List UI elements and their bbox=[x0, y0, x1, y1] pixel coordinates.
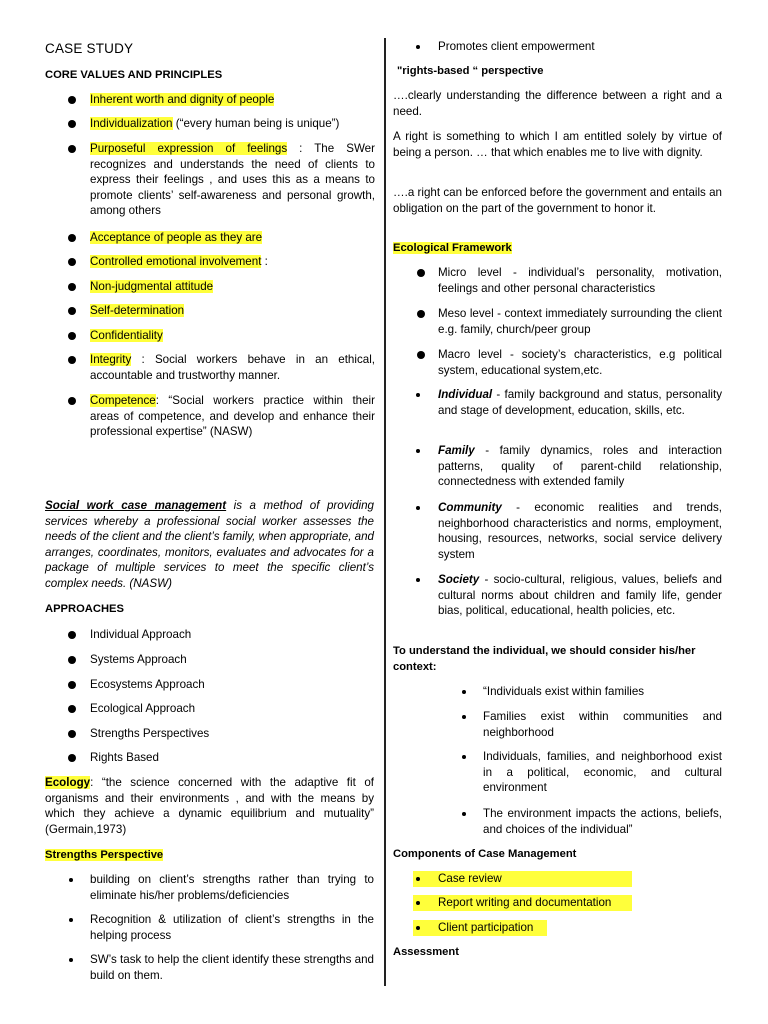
list-item: Systems Approach bbox=[90, 653, 187, 666]
bullet-icon bbox=[68, 397, 76, 405]
bullet-icon bbox=[68, 145, 76, 153]
column-divider bbox=[384, 38, 386, 986]
bullet-icon bbox=[68, 96, 76, 104]
rights-paragraph: A right is something to which I am entitled solely by virtue of being a person. … that which enables me to live with dignity. bbox=[393, 130, 722, 159]
list-item: Community - economic realities and trends, neighborhood characteristics and norms, employment, housing, resources, networks, social service delivery system bbox=[438, 501, 722, 561]
bullet-icon bbox=[68, 258, 76, 266]
bullet-icon bbox=[68, 631, 76, 639]
bullet-icon bbox=[68, 307, 76, 315]
bullet-icon bbox=[416, 449, 420, 453]
bullet-icon bbox=[416, 578, 420, 582]
list-item: Micro level - individual’s personality, motivation, feelings and other personal characteristics bbox=[438, 266, 722, 295]
list-item: Society - socio-cultural, religious, values, beliefs and cultural norms about children and family life, gender bias, political, educational, health policies, etc. bbox=[438, 573, 722, 617]
bullet-icon bbox=[69, 918, 73, 922]
list-item: Individuals, families, and neighborhood exist in a political, economic, and cultural environment bbox=[483, 750, 722, 794]
bullet-icon bbox=[416, 877, 420, 881]
list-item: Case review bbox=[413, 871, 632, 887]
list-item: Rights Based bbox=[90, 751, 159, 764]
list-item: Ecosystems Approach bbox=[90, 678, 205, 691]
bullet-icon bbox=[416, 926, 420, 930]
bullet-icon bbox=[68, 356, 76, 364]
ecological-framework-heading: Ecological Framework bbox=[393, 242, 512, 254]
list-item: Strengths Perspectives bbox=[90, 727, 210, 740]
ecology-definition: Ecology: “the science concerned with the adaptive fit of organisms and their environments , and with the means by which they achieve a dynamic equilibrium and mutuality” (Germain,1973) bbox=[45, 776, 374, 836]
bullet-icon bbox=[68, 120, 76, 128]
bullet-icon bbox=[416, 901, 420, 905]
bullet-icon bbox=[417, 310, 425, 318]
components-heading: Components of Case Management bbox=[393, 848, 577, 860]
bullet-icon bbox=[462, 755, 466, 759]
bullet-icon bbox=[462, 812, 466, 816]
bullet-icon bbox=[68, 730, 76, 738]
bullet-icon bbox=[69, 878, 73, 882]
list-item: “Individuals exist within families bbox=[483, 685, 645, 698]
list-item: Promotes client empowerment bbox=[438, 40, 595, 53]
bullet-icon bbox=[417, 351, 425, 359]
rights-paragraph: ….clearly understanding the difference between a right and a need. bbox=[393, 89, 722, 118]
bullet-icon bbox=[462, 715, 466, 719]
list-item: Recognition & utilization of client’s strengths in the helping process bbox=[90, 913, 374, 942]
core-values-heading: CORE VALUES AND PRINCIPLES bbox=[45, 69, 223, 81]
bullet-icon bbox=[68, 234, 76, 242]
approaches-heading: APPROACHES bbox=[45, 603, 124, 615]
list-item: SW’s task to help the client identify these strengths and build on them. bbox=[90, 953, 374, 982]
list-item: Individual Approach bbox=[90, 628, 192, 641]
list-item: The environment impacts the actions, beliefs, and choices of the individual” bbox=[483, 807, 722, 836]
list-item: Client participation bbox=[413, 920, 547, 936]
list-item: Families exist within communities and neighborhood bbox=[483, 710, 722, 739]
list-item: Ecological Approach bbox=[90, 702, 196, 715]
bullet-icon bbox=[68, 705, 76, 713]
bullet-icon bbox=[68, 681, 76, 689]
list-item: Macro level - society’s characteristics, e.g political system, educational system,etc. bbox=[438, 348, 722, 377]
list-item: Report writing and documentation bbox=[413, 895, 632, 911]
bullet-icon bbox=[68, 332, 76, 340]
bullet-icon bbox=[69, 958, 73, 962]
bullet-icon bbox=[416, 506, 420, 510]
bullet-icon bbox=[462, 690, 466, 694]
bullet-icon bbox=[68, 283, 76, 291]
bullet-icon bbox=[417, 269, 425, 277]
understand-heading: To understand the individual, we should consider his/her context: bbox=[393, 645, 696, 673]
list-item: Meso level - context immediately surrounding the client e.g. family, church/peer group bbox=[438, 307, 722, 336]
list-item: building on client’s strengths rather than trying to eliminate his/her problems/deficiencies bbox=[90, 873, 374, 902]
page-title: CASE STUDY bbox=[45, 41, 134, 56]
rights-heading: "rights-based “ perspective bbox=[397, 65, 544, 77]
list-item: Family - family dynamics, roles and interaction patterns, quality of parent-child relationship, connectedness with extended family bbox=[438, 444, 722, 488]
bullet-icon bbox=[416, 45, 420, 49]
rights-paragraph: ….a right can be enforced before the government and entails an obligation on the part of the government to honor it. bbox=[393, 186, 722, 215]
list-item: Individual - family background and status, personality and stage of development, education, skills, etc. bbox=[438, 388, 722, 417]
strengths-heading: Strengths Perspective bbox=[45, 849, 164, 861]
bullet-icon bbox=[416, 393, 420, 397]
bullet-icon bbox=[68, 656, 76, 664]
assessment-heading: Assessment bbox=[393, 946, 459, 958]
case-management-definition: Social work case management is a method of providing services whereby a professional social worker assesses the needs of the client and the client’s family, when appropriate, and arranges, coordinates, monitors, evaluates and advocates for a package of multiple services to meet the specific client’s complex needs. (NASW) bbox=[45, 499, 374, 590]
bullet-icon bbox=[68, 754, 76, 762]
